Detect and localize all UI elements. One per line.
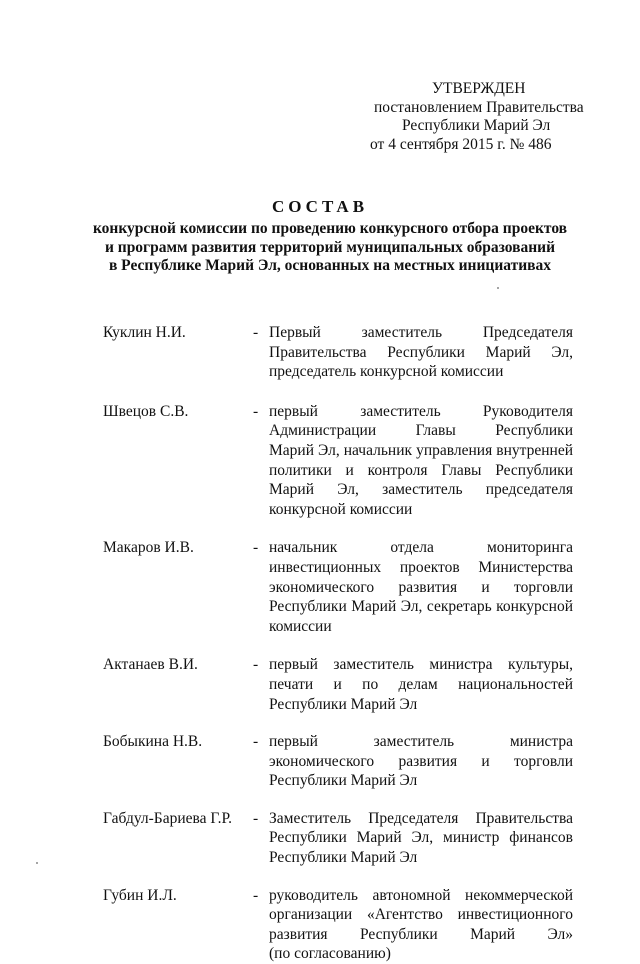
- member-role-line: организации «Агентство инвестиционного: [269, 906, 573, 924]
- member-row: [103, 886, 573, 964]
- member-dash: -: [253, 733, 259, 751]
- subtitle-line: и программ развития территорий муниципальных образований: [104, 238, 556, 256]
- member-name: Швецов С.В.: [103, 402, 189, 420]
- member-dash: -: [253, 656, 259, 674]
- member-role-line: Правительства Республики Марий Эл,: [269, 343, 573, 361]
- member-role-line: конкурсной комиссии: [269, 500, 413, 518]
- member-name: Габдул-Бариева Г.Р.: [103, 809, 233, 827]
- member-role-line: развития Республики Марий Эл»: [269, 925, 573, 943]
- commission-members-list: [103, 323, 573, 964]
- scan-speck: [497, 287, 499, 289]
- member-dash: -: [253, 809, 259, 827]
- member-role-line: Администрации Главы Республики: [269, 422, 573, 440]
- member-name: Куклин Н.И.: [103, 324, 186, 341]
- member-role-line: комиссии: [269, 617, 332, 635]
- member-row: [103, 732, 573, 791]
- subtitle-line: конкурсной комиссии по проведению конкурсного отбора проектов: [92, 220, 568, 237]
- member-role-line: инвестиционных проектов Министерства: [269, 558, 573, 576]
- member-role: [269, 538, 573, 636]
- member-name: Макаров И.В.: [103, 539, 194, 557]
- member-role-line: Первый заместитель Председателя: [269, 324, 573, 341]
- approval-heading: УТВЕРЖДЕН: [432, 80, 526, 97]
- member-dash: -: [253, 886, 259, 904]
- member-role: [269, 809, 573, 868]
- member-role: [269, 732, 573, 791]
- approval-line-date-number: от 4 сентября 2015 г. № 486: [370, 135, 552, 153]
- member-row: [103, 538, 573, 636]
- subtitle-line: в Республике Марий Эл, основанных на местных инициативах: [108, 257, 552, 274]
- member-role-line: политики и контроля Главы Республики: [269, 461, 573, 479]
- member-dash: -: [253, 539, 259, 557]
- member-role-line: начальник отдела мониторинга: [269, 539, 573, 557]
- member-row: [103, 402, 573, 520]
- member-role-line: первый заместитель министра: [269, 733, 573, 751]
- member-row: [103, 323, 573, 382]
- member-role: [269, 655, 573, 714]
- document-subtitle: [80, 220, 580, 276]
- member-role-line: печати и по делам национальностей: [269, 675, 573, 693]
- member-role: [269, 402, 573, 520]
- member-role-line: Марий Эл, заместитель председателя: [269, 481, 573, 499]
- member-role-line: Республики Марий Эл, министр финансов: [269, 829, 573, 847]
- approval-stamp-block: [368, 80, 608, 154]
- member-role-line: экономического развития и торговли: [269, 752, 573, 770]
- member-role: [269, 323, 573, 382]
- member-role-line: первый заместитель Руководителя: [269, 402, 573, 420]
- member-row: [103, 655, 573, 714]
- member-role-line: руководитель автономной некоммерческой: [269, 886, 573, 904]
- member-role-line: председатель конкурсной комиссии: [269, 363, 504, 381]
- member-role-line: (по согласованию): [269, 945, 391, 963]
- member-role-line: первый заместитель министра культуры,: [269, 656, 573, 674]
- member-role-line: Марий Эл, начальник управления внутренней: [269, 441, 573, 459]
- member-role-line: Республики Марий Эл: [269, 695, 418, 713]
- member-name: Бобыкина Н.В.: [103, 733, 203, 751]
- member-role-line: Заместитель Председателя Правительства: [269, 809, 573, 827]
- member-dash: -: [253, 324, 259, 341]
- scan-speck: [36, 862, 38, 864]
- member-name: Актанаев В.И.: [103, 656, 198, 674]
- member-role-line: Республики Марий Эл: [269, 849, 418, 867]
- member-role: [269, 886, 573, 964]
- member-row: [103, 809, 573, 868]
- member-role-line: Республики Марий Эл, секретарь конкурсной: [269, 598, 573, 616]
- member-role-line: экономического развития и торговли: [269, 578, 573, 596]
- approval-line-resolution: постановлением Правительства: [374, 98, 584, 116]
- member-role-line: Республики Марий Эл: [269, 772, 418, 790]
- document-title: СОСТАВ: [271, 197, 369, 216]
- member-name: Губин И.Л.: [103, 886, 177, 904]
- approval-line-republic: Республики Марий Эл: [402, 117, 551, 134]
- member-dash: -: [253, 402, 259, 420]
